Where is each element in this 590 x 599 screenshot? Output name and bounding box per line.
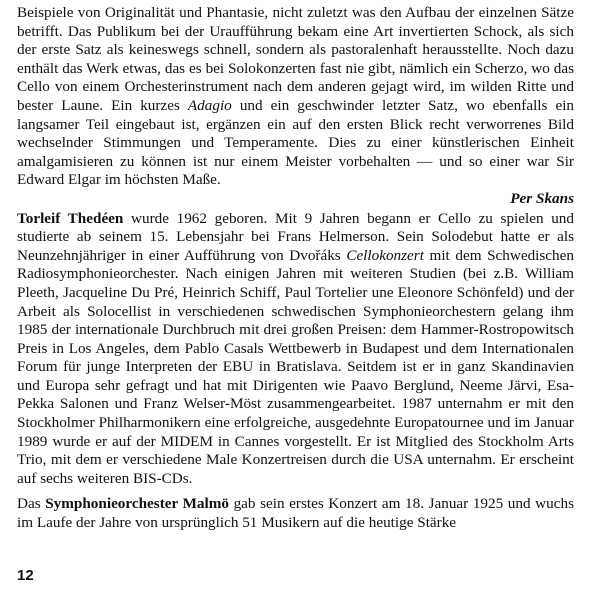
paragraph-orchestra-bio: [17, 495, 574, 532]
page-number: 12: [17, 567, 34, 584]
work-title: Cellokonzert: [346, 246, 424, 264]
author-signature: Per Skans: [510, 189, 574, 207]
bio-text-a: wurde 1962 geboren. Mit 9 Jahren begann er Cello zu spielen und studierte ab seinem 15. Lebensjahr bei Frans Helmerson. Sein Solodebut hatte er als Neunzehnjähriger in einer Aufführung von Dvořáks: [17, 209, 574, 264]
orchestra-text: gab sein erstes Konzert am 18. Januar 1925 und wuchs im Laufe der Jahre von ursprünglich 51 Musikern auf die heutige Stärke: [17, 495, 574, 532]
artist-name: Torleif Thedéen: [17, 209, 124, 227]
essay-text-b: und ein geschwinder letzter Satz, wo ebenfalls ein langsamer Teil eingebaut ist, ergänzen ein auf den ersten Blick recht verworrenes Bild wechselnder Stimmungen und Temperamente. Dies zu einer künstlerischen Einheit amalgamisieren zu können ist nur einem Meister vorbehalten — und so einer war Sir Edward Elgar im höchsten Maße.: [17, 96, 575, 189]
paragraph-elgar-essay: [17, 4, 574, 190]
adagio-term: Adagio: [187, 96, 232, 114]
orchestra-name: Symphonieorchester Malmö: [45, 495, 229, 513]
orchestra-prefix: Das: [17, 495, 46, 513]
paragraph-thedeen-bio: [17, 210, 574, 489]
essay-text-a: Beispiele von Originalität und Phantasie, nicht zuletzt was den Aufbau der einzelnen Sätze betrifft. Das Publikum bei der Uraufführung bekam eine Art invertierten Schock, als sich der erste Satz als keineswegs schnell, sondern als pastoralenhaft herausstellte. Noch dazu enthält das Werk etwas, das es bei Solokonzerten fast nie gibt, nämlich ein Scherzo, wo das Cello von einem Orchesterinstrument nach dem anderen gejagt wird, im wilden Ritte und bester Laune. Ein kurzes: [17, 4, 574, 114]
page-body: [17, 4, 574, 533]
bio-text-b: mit dem Schwedischen Radiosymphonieorchester. Nach einigen Jahren mit weiteren Studien (bei z.B. William Pleeth, Jacqueline Du Pré, Heinrich Schiff, Paul Tortelier une Eleonore Schönfeld) und der Arbeit als Solocellist in verschiedenen schwedischen Symphonieorchestern gelang ihm 1985 der internationale Durchbruch mit drei großen Preisen: dem Hammer-Rostropowitsch Preis in Los Angeles, dem Pablo Casals Wettbewerb in Budapest und dem Internationalen Forum für junge Interpreten der EBU in Bratislava. Seitdem ist er in ganz Skandinavien und Europa sehr gefragt und hat mit Dirigenten wie Paavo Berglund, Neeme Järvi, Esa-Pekka Salonen und Franz Welser-Möst zusammengearbeitet. 1987 unternahm er mit den Stockholmer Philharmonikern eine erfolgreiche, ausgedehnte Europatournee und im Januar 1989 wurde er auf der MIDEM in Cannes vorgestellt. Er ist Mitglied des Stockholm Arts Trio, mit dem er verschiedene Male Konzertreisen durch die USA unternahm. Er erscheint auf sechs weiteren BIS-CDs.: [17, 246, 574, 487]
